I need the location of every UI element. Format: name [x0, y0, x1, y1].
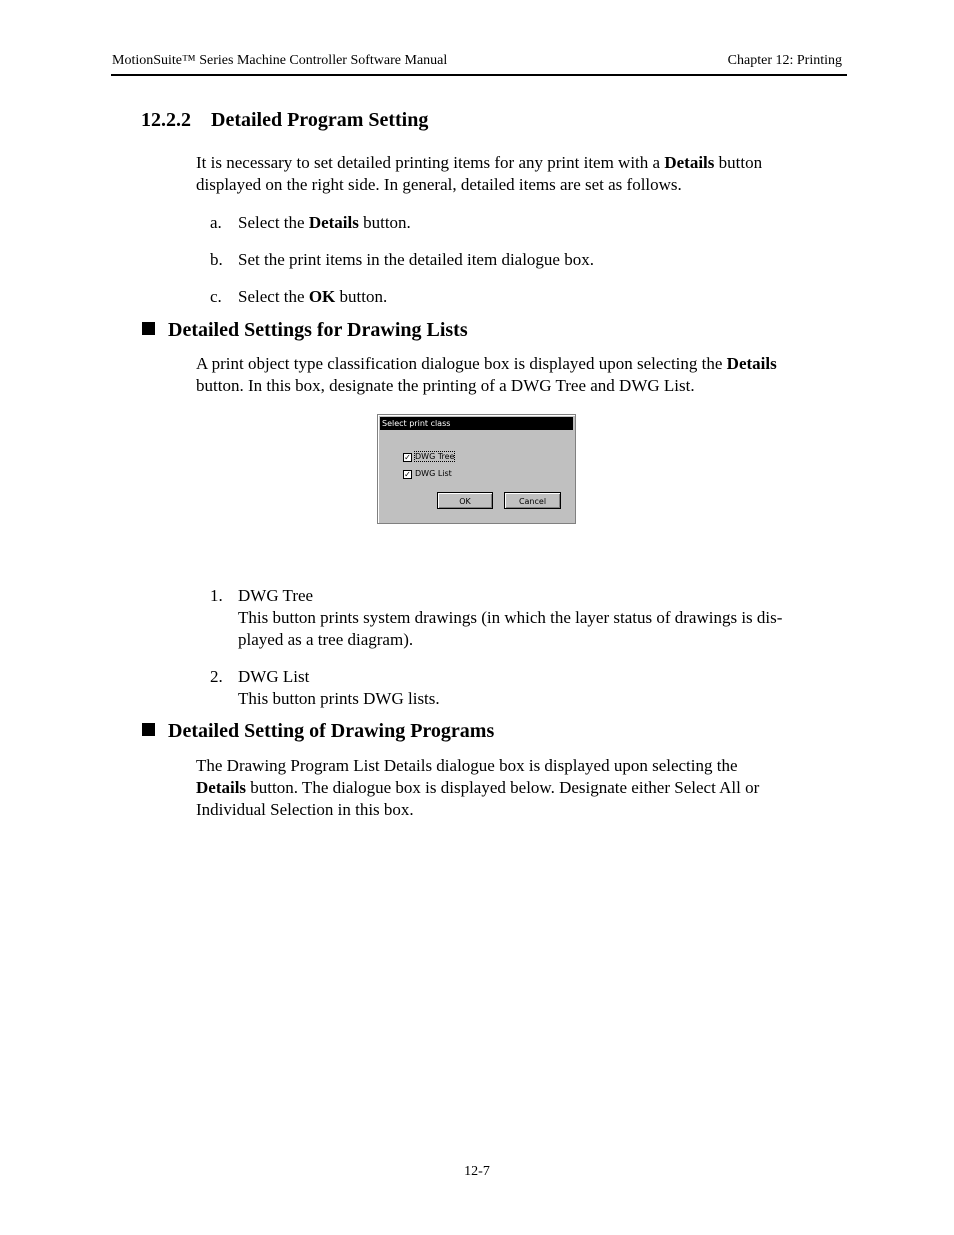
item-number: 2.	[210, 667, 223, 686]
section-title	[141, 107, 428, 133]
item-title: DWG List	[238, 667, 310, 686]
running-header-title: MotionSuite™ Series Machine Controller Software Manual	[112, 53, 448, 68]
square-bullet-icon	[142, 322, 155, 335]
subheading-text: Detailed Setting of Drawing Programs	[168, 720, 495, 742]
ok-button[interactable]: OK	[437, 492, 493, 509]
drawing-programs-paragraph	[196, 755, 841, 821]
intro-paragraph	[196, 152, 841, 196]
intro-line-1	[196, 152, 841, 174]
intro-text: It is necessary to set detailed printing items for any print item with a	[196, 153, 665, 172]
dwg-list-label: DWG List	[415, 469, 452, 478]
details-term: Details	[726, 354, 777, 373]
select-print-class-dialog	[377, 414, 576, 524]
page-number: 12-7	[464, 1164, 490, 1179]
section-title-text: Detailed Program Setting	[211, 109, 429, 131]
dwg-tree-label: DWG Tree	[415, 452, 455, 461]
dwg-list-option[interactable]	[403, 469, 452, 480]
step-label: b.	[210, 250, 223, 269]
step-text: Select the OK button.	[238, 287, 388, 306]
step-label: a.	[210, 213, 222, 232]
intro-line-2: displayed on the right side. In general, detailed items are set as follows.	[196, 175, 682, 194]
drawing-programs-line-2: Details button. The dialogue box is displayed below. Designate either Select All or	[196, 778, 760, 797]
drawing-lists-line-2: button. In this box, designate the printing of a DWG Tree and DWG List.	[196, 376, 695, 395]
dwg-list-description: This button prints DWG lists.	[238, 689, 440, 708]
dwg-list-checkbox[interactable]: ✓	[404, 469, 411, 479]
section-number: 12.2.2	[141, 109, 191, 131]
dialog-title-bar: Select print class	[380, 417, 573, 430]
dwg-tree-option[interactable]	[403, 452, 454, 463]
drawing-lists-line-1: A print object type classification dialogue box is displayed upon selecting the Details	[196, 354, 777, 373]
details-term: Details	[196, 778, 247, 797]
dwg-tree-checkbox[interactable]: ✓	[404, 452, 411, 462]
dwg-tree-description: This button prints system drawings (in which the layer status of drawings is dis- played as a tree diagram).	[238, 608, 783, 649]
square-bullet-icon	[142, 723, 155, 736]
drawing-programs-line-3: Individual Selection in this box.	[196, 800, 414, 819]
step-label: c.	[210, 287, 222, 306]
subheading-drawing-programs	[142, 718, 494, 744]
subheading-text: Detailed Settings for Drawing Lists	[168, 319, 468, 341]
drawing-lists-paragraph	[196, 353, 841, 397]
header-divider	[111, 74, 847, 76]
item-number: 1.	[210, 586, 223, 605]
step-text: Select the Details button.	[238, 213, 411, 232]
details-term: Details	[664, 153, 715, 172]
step-text: Set the print items in the detailed item dialogue box.	[238, 250, 594, 269]
subheading-drawing-lists	[142, 317, 468, 343]
drawing-programs-line-1: The Drawing Program List Details dialogue box is displayed upon selecting the	[196, 756, 738, 775]
cancel-button[interactable]: Cancel	[504, 492, 561, 509]
running-header-chapter: Chapter 12: Printing	[727, 53, 842, 68]
intro-text-end: button	[714, 153, 763, 172]
item-title: DWG Tree	[238, 586, 314, 605]
